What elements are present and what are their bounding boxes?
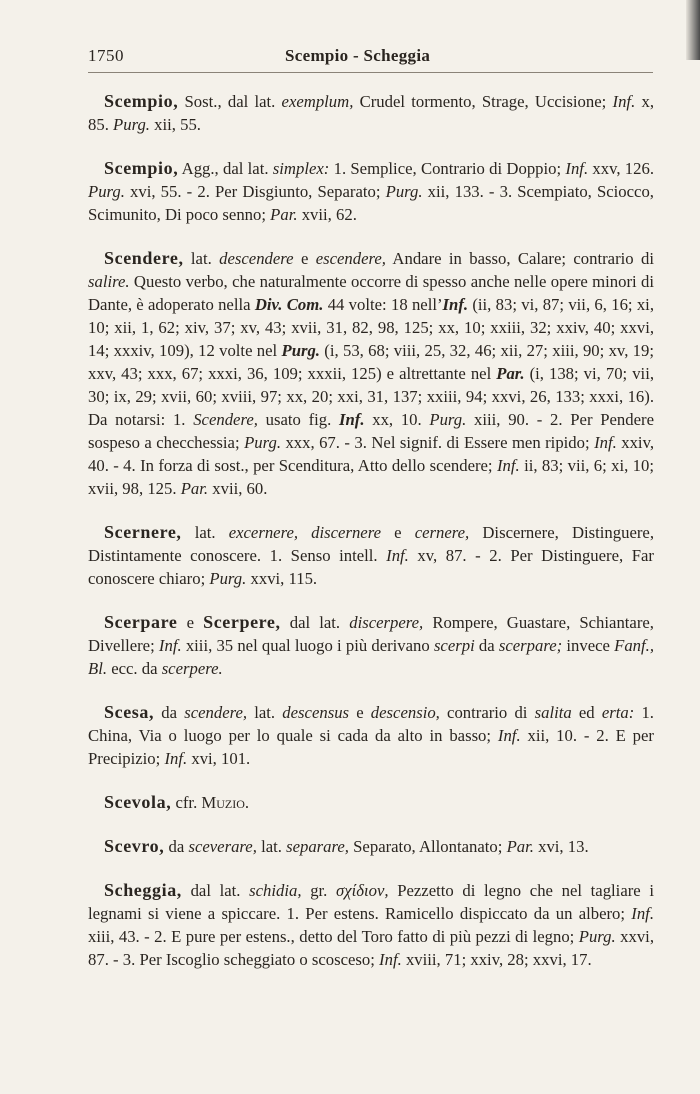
entry-text: Purg.	[113, 115, 150, 134]
entry-text: Crudel tormento, Strage, Uccisione;	[353, 92, 613, 111]
dictionary-entry	[88, 701, 654, 770]
running-title: Scempio - Scheggia	[285, 46, 431, 65]
entry-text: 44 volte: 18 nell’	[323, 295, 443, 314]
entry-text: cernere,	[414, 523, 470, 542]
page-edge-shadow	[686, 0, 700, 60]
entry-text: Inf.	[379, 950, 402, 969]
dictionary-entry	[88, 879, 654, 971]
entry-text: xvi, 101.	[187, 749, 251, 768]
entry-text: Inf.	[442, 295, 469, 314]
headword: Scerpere,	[203, 612, 281, 632]
entry-text: 1. Semplice, Contrario di Doppio;	[329, 159, 566, 178]
entry-text: xvi, 13.	[533, 837, 589, 856]
dictionary-entry	[88, 611, 654, 680]
dictionary-entry	[88, 90, 654, 136]
entry-text: Par.	[496, 364, 525, 383]
entry-text: e	[381, 523, 415, 542]
dictionary-entry	[88, 521, 654, 590]
entry-text: descendere	[219, 249, 294, 268]
entry-text: xvii, 60.	[208, 479, 268, 498]
entry-text: dal lat.	[181, 881, 250, 900]
entry-text: Inf.	[612, 92, 636, 111]
entry-text: (i, 138; vi, 70; vii, 30; ix, 29; xvii, 60; xviii, 97; xx, 20; xxi, 31, 137; xxiii, 94; xxvi, 26, 133; xxxi, 16). Da notarsi: 1.	[88, 364, 655, 429]
entry-text: exemplum,	[281, 92, 354, 111]
entry-text: invece	[562, 636, 615, 655]
entry-text: xii, 10. - 2. E per Precipizio;	[88, 726, 654, 768]
entry-text: Purg.	[244, 433, 281, 452]
entry-text: Purg.	[209, 569, 247, 588]
entry-text: Inf.	[158, 636, 182, 655]
entry-text: Discernere, Distinguere, Distintamente conoscere. 1. Senso intell.	[88, 523, 654, 565]
entry-text: Inf.	[594, 433, 617, 452]
entry-text: lat.	[183, 249, 220, 268]
entry-text: schidia,	[249, 881, 302, 900]
dictionary-entry	[88, 157, 654, 226]
entry-text: Questo verbo, che naturalmente occorre di spesso anche nelle opere minori di Dante, è adoperato nella	[88, 272, 654, 314]
entry-text: discerpere,	[349, 613, 424, 632]
entry-text: dal lat.	[280, 613, 350, 632]
entry-text: Separato, Allontanato;	[348, 837, 507, 856]
entry-text: descensio,	[370, 703, 440, 722]
entry-text: Sost., dal lat.	[178, 92, 282, 111]
entry-text: escendere,	[315, 249, 386, 268]
entry-text: Purg.	[281, 341, 320, 360]
entry-text: scerpi	[433, 636, 475, 655]
entry-text: Div. Com.	[254, 295, 324, 314]
entry-text: xxvi, 87. - 3. Per Iscoglio scheggiato o scosceso;	[88, 927, 654, 969]
entry-text: lat.	[247, 703, 283, 722]
entry-text: usato fig.	[257, 410, 339, 429]
entry-text: 1. China, Via o luogo per lo quale si cada da alto in basso;	[88, 703, 654, 745]
entry-text: Agg., dal lat.	[178, 159, 273, 178]
entry-text: Inf.	[386, 546, 409, 565]
headword: Scerpare	[104, 612, 178, 632]
entry-text: separare,	[286, 837, 349, 856]
entry-text: da	[164, 837, 189, 856]
entry-text: Purg.	[578, 927, 616, 946]
headword: Scempio,	[104, 91, 179, 111]
entry-text: ed	[571, 703, 602, 722]
headword: Scendere,	[104, 248, 184, 268]
header-rule	[88, 72, 653, 73]
entry-text: xiii, 90. - 2. Per Pendere sospeso a checchessia;	[88, 410, 654, 452]
entry-text: Andare in basso, Calare; contrario di	[385, 249, 654, 268]
page-number: 1750	[88, 46, 124, 65]
entry-text: Inf.	[565, 159, 589, 178]
headword: Scevola,	[104, 792, 172, 812]
entry-text: scendere,	[184, 703, 248, 722]
entry-text: xxvi, 115.	[246, 569, 318, 588]
entry-text: Pezzetto di legno che nel tagliare i legnami si viene a spiccare. 1. Per estens. Ramicello dispiccato da un albero;	[88, 881, 654, 923]
entry-text: descensus	[282, 703, 350, 722]
headword: Scevro,	[104, 836, 165, 856]
dictionary-entry	[88, 791, 654, 814]
entries-body	[88, 90, 654, 992]
entry-text: xxx, 67. - 3. Nel signif. di Essere men ripido;	[281, 433, 595, 452]
entry-text: Purg.	[88, 182, 125, 201]
dictionary-entry	[88, 247, 654, 500]
entry-text: xiii, 35 nel qual luogo i più derivano	[181, 636, 434, 655]
entry-text: cfr.	[171, 793, 202, 812]
entry-text: Inf.	[339, 410, 365, 429]
page-header	[88, 46, 653, 76]
entry-text: da	[474, 636, 499, 655]
entry-text: e	[349, 703, 371, 722]
entry-text: scerpare;	[498, 636, 563, 655]
headword: Scheggia,	[104, 880, 182, 900]
entry-text: Par.	[270, 205, 298, 224]
entry-text: salire.	[88, 272, 130, 291]
entry-text: xvii, 62.	[297, 205, 357, 224]
entry-text: xxv, 126.	[588, 159, 654, 178]
entry-text: Purg.	[429, 410, 467, 429]
entry-text: sceverare,	[188, 837, 257, 856]
entry-text: Inf.	[496, 456, 520, 475]
entry-text: e	[177, 613, 204, 632]
entry-text: (ii, 83; vi, 87; vii, 6, 16; xi, 10; xii, 1, 62; xiv, 37; xv, 43; xvii, 31, 82, 98, 125; xx, 10; xxiii, 32; xxiv, 40; xxvi, 14; xxxiv, 109), 12 volte nel	[88, 295, 654, 360]
entry-text: salita	[534, 703, 572, 722]
entry-text: xxiv, 40. - 4. In forza di sost., per Scenditura, Atto dello scendere;	[88, 433, 654, 475]
entry-text: erta:	[601, 703, 635, 722]
entry-text: Inf.	[164, 749, 188, 768]
entry-text: xii, 55.	[149, 115, 201, 134]
entry-text: ecc. da	[107, 659, 162, 678]
entry-text: contrario di	[439, 703, 535, 722]
entry-text: excernere, discernere	[228, 523, 381, 542]
entry-text: x, 85.	[88, 92, 654, 134]
entry-text: xvi, 55. - 2. Per Disgiunto, Separato;	[124, 182, 386, 201]
entry-text: gr.	[301, 881, 337, 900]
entry-text: xv, 87. - 2. Per Distinguere, Far conoscere chiaro;	[88, 546, 654, 588]
headword: Scesa,	[104, 702, 155, 722]
entry-text: lat.	[181, 523, 229, 542]
entry-text: da	[154, 703, 185, 722]
entry-text: Rompere, Guastare, Schiantare, Divellere;	[88, 613, 654, 655]
entry-text: scerpere.	[161, 659, 223, 678]
entry-text: Scendere,	[193, 410, 258, 429]
entry-text: Inf.	[497, 726, 521, 745]
entry-text: Fanf., Bl.	[88, 636, 655, 678]
entry-text: ii, 83; vii, 6; xi, 10; xvii, 98, 125.	[88, 456, 655, 498]
entry-text: Inf.	[631, 904, 654, 923]
headword: Scempio,	[104, 158, 179, 178]
entry-text: lat.	[256, 837, 287, 856]
entry-text: xx, 10.	[364, 410, 430, 429]
entry-text: e	[293, 249, 316, 268]
entry-text: xviii, 71; xxiv, 28; xxvi, 17.	[401, 950, 592, 969]
headword: Scernere,	[104, 522, 182, 542]
entry-text: σχίδιον,	[336, 881, 389, 900]
entry-text: xii, 133. - 3. Scempiato, Sciocco, Scimunito, Di poco senno;	[88, 182, 654, 224]
dictionary-entry	[88, 835, 654, 858]
entry-text: Purg.	[385, 182, 423, 201]
entry-text: simplex:	[272, 159, 330, 178]
entry-text: (i, 53, 68; viii, 25, 32, 46; xii, 27; xiii, 90; xv, 19; xxv, 43; xxx, 67; xxxi, 36, 109; xxxii, 125) e altrettante nel	[88, 341, 655, 383]
entry-text: Par.	[180, 479, 209, 498]
entry-text: Par.	[506, 837, 534, 856]
entry-text: xiii, 43. - 2. E pure per estens., detto del Toro fatto di più pezzi di legno;	[88, 927, 579, 946]
entry-text: Muzio.	[201, 793, 250, 812]
